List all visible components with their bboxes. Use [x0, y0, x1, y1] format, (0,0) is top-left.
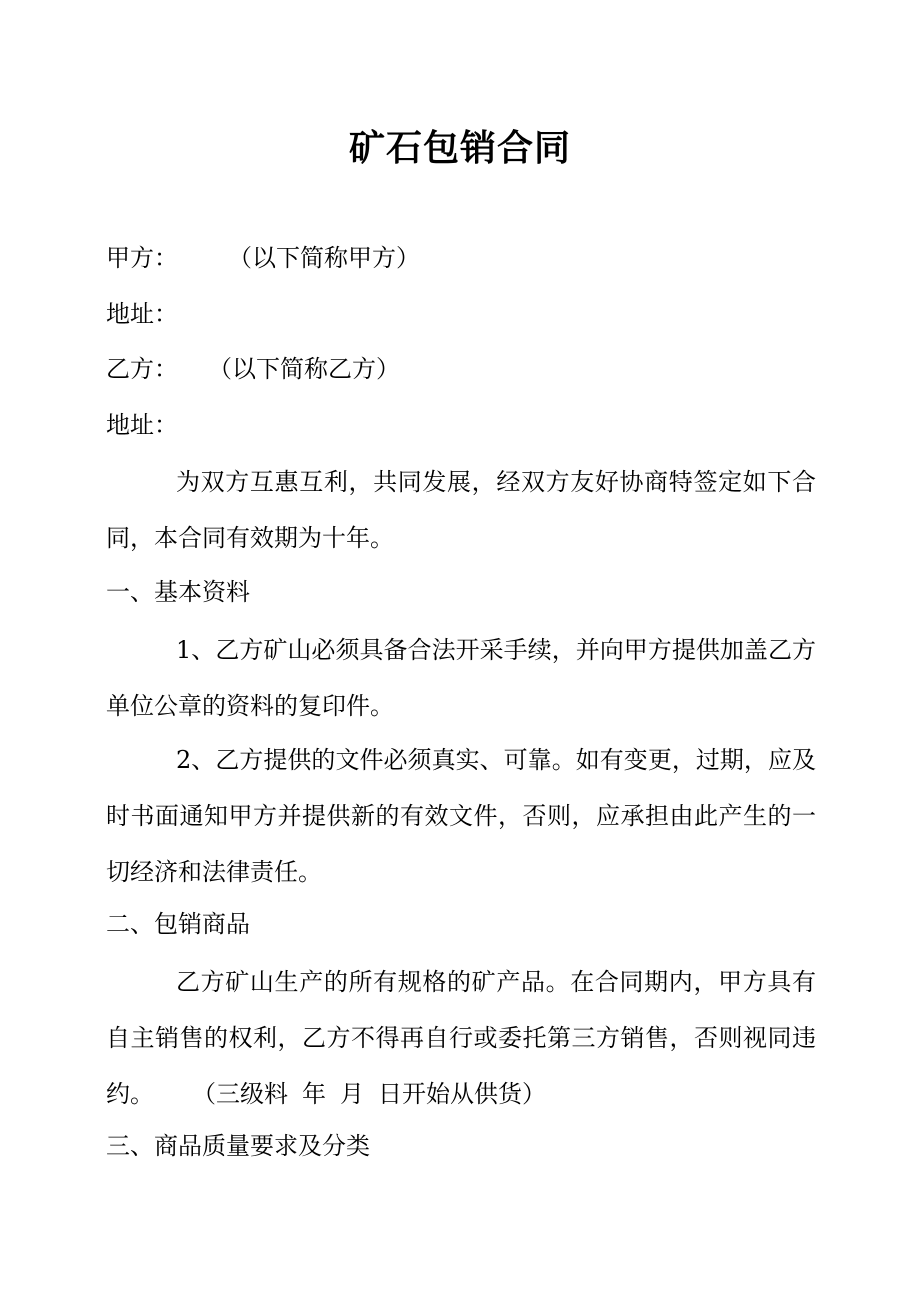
section-2-text: 乙方矿山生产的所有规格的矿产品。在合同期内，甲方具有自主销售的权利，乙方不得再自行或委托第三方销售，否则视同违约。: [106, 968, 816, 1108]
party-a-note: （以下简称甲方）: [228, 244, 420, 272]
party-a-address: 地址：: [106, 300, 178, 328]
party-b-address: 地址：: [106, 411, 178, 439]
party-b-line: [106, 353, 400, 385]
party-b-label: 乙方：: [106, 355, 178, 383]
party-a-label: 甲方：: [106, 244, 178, 272]
section-1-item-1: 1、乙方矿山必须具备合法开采手续，并向甲方提供加盖乙方单位公章的资料的复印件。: [106, 636, 816, 720]
party-a-line: [106, 242, 420, 274]
document-title: 矿石包销合同: [348, 128, 571, 169]
section-1-heading: 一、基本资料: [106, 578, 250, 606]
preamble-paragraph: 为双方互惠互利，共同发展，经双方友好协商特签定如下合同，本合同有效期为十年。: [106, 468, 816, 552]
supply-start-note: （三级料 年 月 日开始从供货）: [192, 1080, 546, 1108]
section-3-heading: 三、商品质量要求及分类: [106, 1132, 370, 1160]
section-1-item-2: 2、乙方提供的文件必须真实、可靠。如有变更，过期，应及时书面通知甲方并提供新的有效文件，否则，应承担由此产生的一切经济和法律责任。: [106, 746, 816, 886]
section-2-body: [106, 954, 816, 1122]
section-2-heading: 二、包销商品: [106, 910, 250, 938]
party-b-note: （以下简称乙方）: [208, 355, 400, 383]
